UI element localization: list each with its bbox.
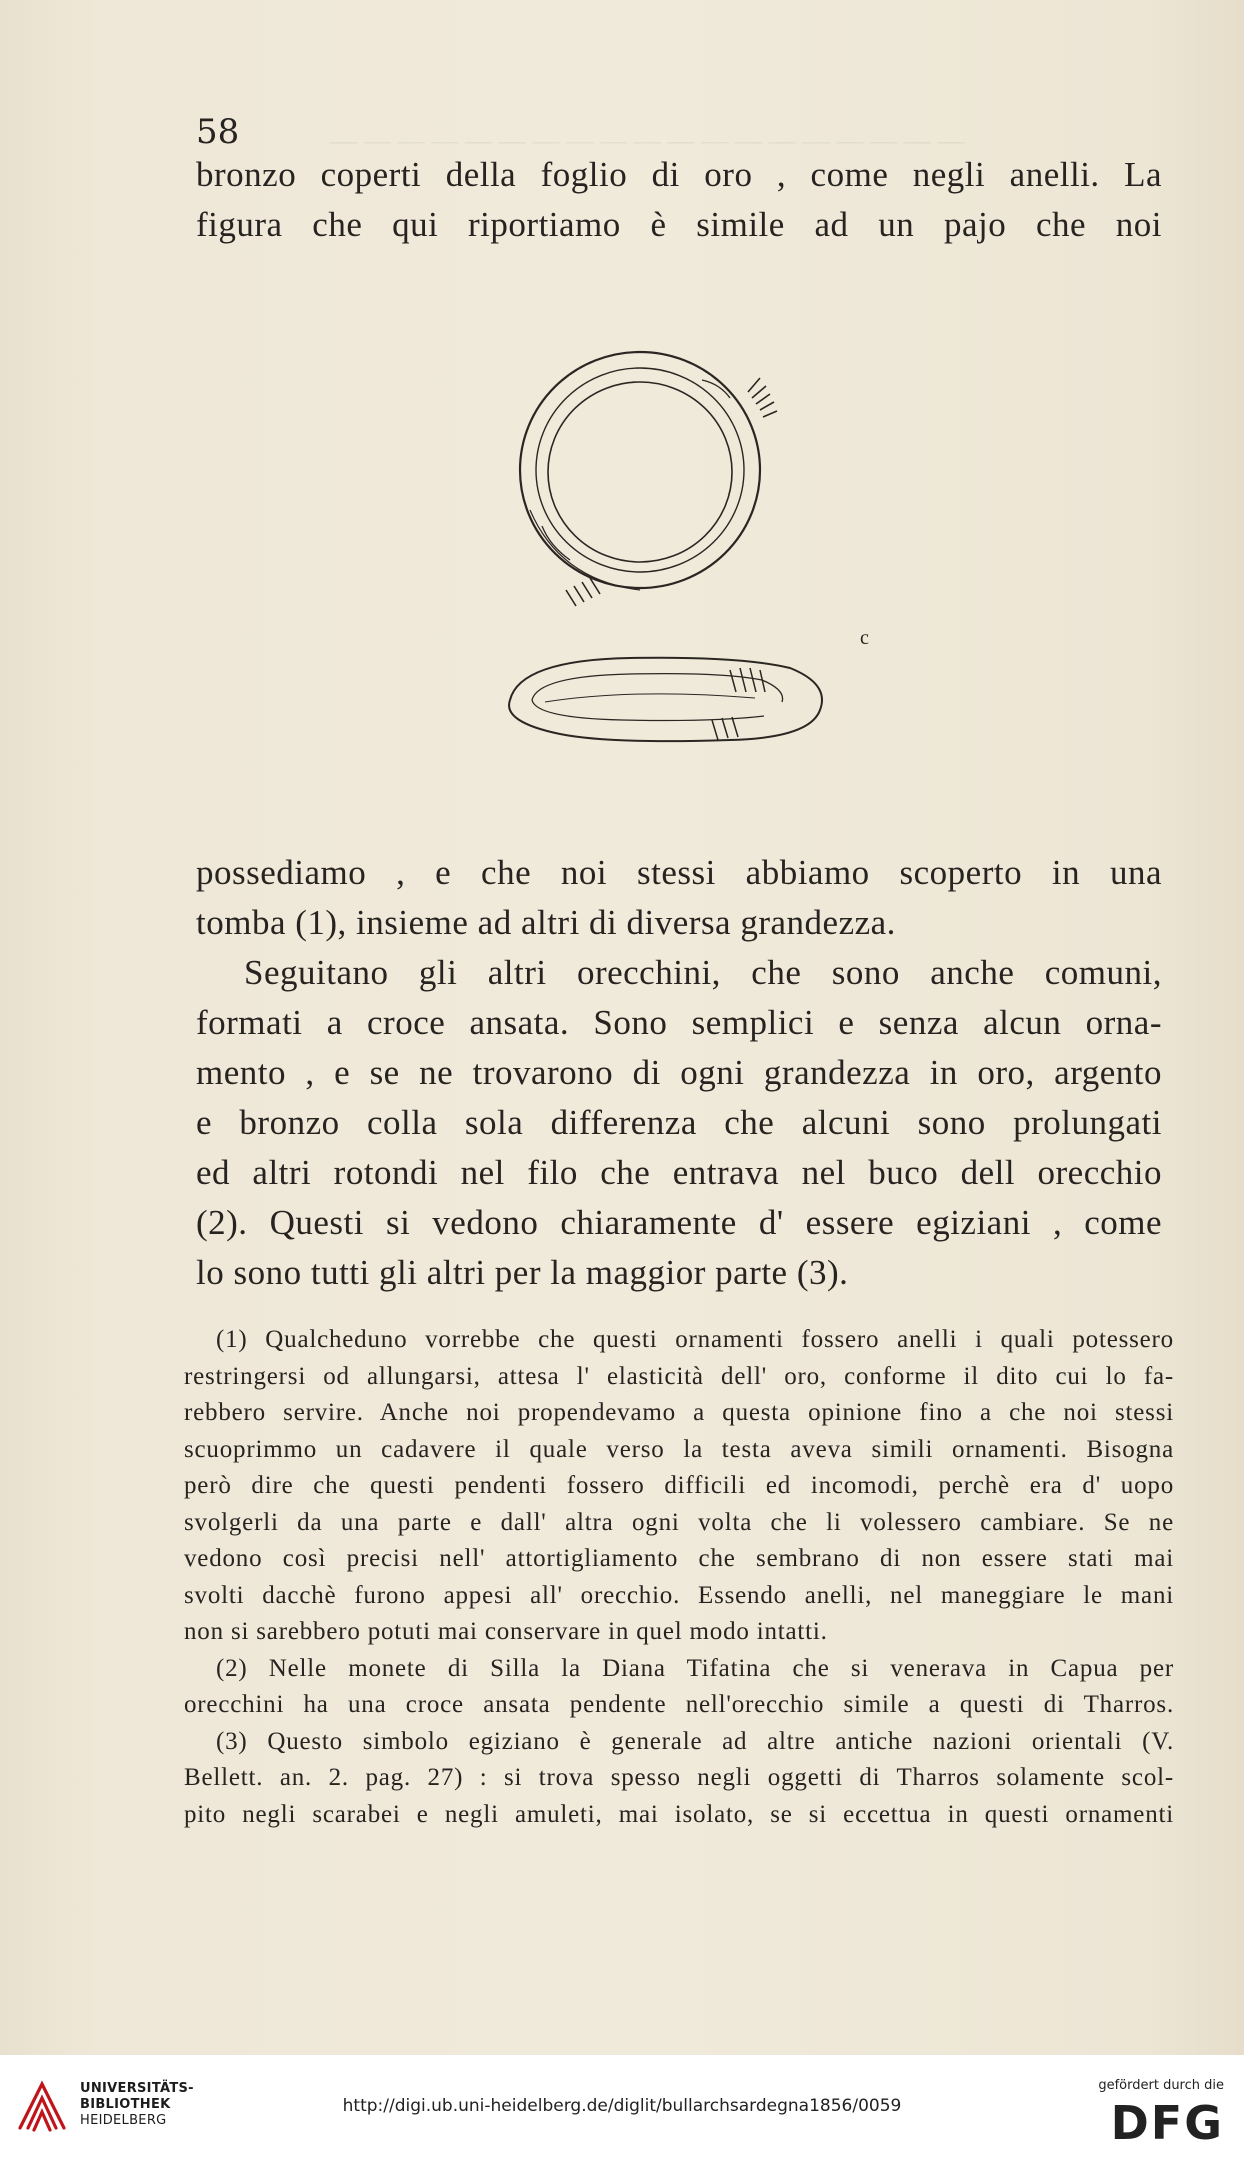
text-line: e bronzo colla sola differenza che alcuni sono prolungati (196, 1103, 1162, 1142)
footnote-line: restringersi od allungarsi, attesa l' elasticità dell' oro, conforme il dito cui lo fa- (184, 1362, 1174, 1390)
text-line: bronzo coperti della foglio di oro , come negli anelli. La (196, 155, 1162, 194)
text-line: formati a croce ansata. Sono semplici e senza alcun orna- (196, 1003, 1162, 1042)
text-line: possediamo , e che noi stessi abbiamo scoperto in una (196, 853, 1162, 892)
footnote-line: scuoprimmo un cadavere il quale verso la testa aveva simili ornamenti. Bisogna (184, 1435, 1174, 1463)
footnote-line: rebbero servire. Anche noi propendevamo a questa opinione fino a che noi stessi (184, 1399, 1174, 1426)
footnote-line: svolti dacchè furono appesi all' orecchio. Essendo anelli, nel maneggiare le mani (184, 1581, 1174, 1609)
figure-label: c (860, 627, 869, 649)
paragraph-top (196, 150, 1162, 250)
logo-line: BIBLIOTHEK (80, 2097, 171, 2112)
logo-line: HEIDELBERG (80, 2113, 167, 2128)
footnote-line: pito negli scarabei e negli amuleti, mai isolato, se si eccettua in questi ornamenti (184, 1800, 1174, 1828)
text-line: Seguitano gli altri orecchini, che sono anche comuni, (244, 953, 1162, 992)
logo-line: UNIVERSITÄTS- (80, 2081, 194, 2096)
text-line: (2). Questi si vedono chiaramente d' essere egiziani , come (196, 1203, 1162, 1242)
permalink-url[interactable]: http://digi.ub.uni-heidelberg.de/diglit/bullarchsardegna1856/0059 (342, 2096, 902, 2116)
dfg-logo: DFG (1110, 2096, 1224, 2150)
footnote-line: svolgerli da una parte e dall' altra ogni volta che li volessero cambiare. Se ne (184, 1508, 1174, 1536)
footnote-line: Bellett. an. 2. pag. 27) : si trova spesso negli oggetti di Tharros solamente scol- (184, 1764, 1174, 1791)
footnote-line: però dire che questi pendenti fossero difficili ed incomodi, perchè era d' uopo (184, 1472, 1174, 1499)
earring-illustration (490, 340, 860, 770)
footnote-line: non si sarebbero potuti mai conservare in quel modo intatti. (184, 1618, 828, 1645)
footnotes (184, 1322, 1174, 1833)
text-line: mento , e se ne trovarono di ogni grandezza in oro, argento (196, 1053, 1162, 1092)
bleed-through-text: — — — — — — — — — — — — — — — — — — — (330, 125, 965, 155)
page-number: 58 (196, 112, 240, 152)
paragraph-main (196, 848, 1162, 1298)
footnote-line: (1) Qualcheduno vorrebbe che questi ornamenti fossero anelli i quali potessero (216, 1326, 1174, 1353)
footnote-line: vedono così precisi nell' attortigliamento che sembrano di non essere stati mai (184, 1545, 1174, 1572)
text-line: ed altri rotondi nel filo che entrava nel buco dell orecchio (196, 1153, 1162, 1192)
text-line: tomba (1), insieme ad altri di diversa grandezza. (196, 903, 896, 942)
footnote-line: orecchini ha una croce ansata pendente nell'orecchio simile a questi di Tharros. (184, 1691, 1174, 1718)
footnote-line: (2) Nelle monete di Silla la Diana Tifatina che si venerava in Capua per (216, 1654, 1174, 1682)
text-line: figura che qui riportiamo è simile ad un pajo che noi (196, 205, 1162, 244)
footnote-line: (3) Questo simbolo egiziano è generale ad altre antiche nazioni orientali (V. (216, 1727, 1174, 1755)
funding-note: gefördert durch die (1098, 2078, 1224, 2093)
text-line: lo sono tutti gli altri per la maggior parte (3). (196, 1253, 849, 1292)
